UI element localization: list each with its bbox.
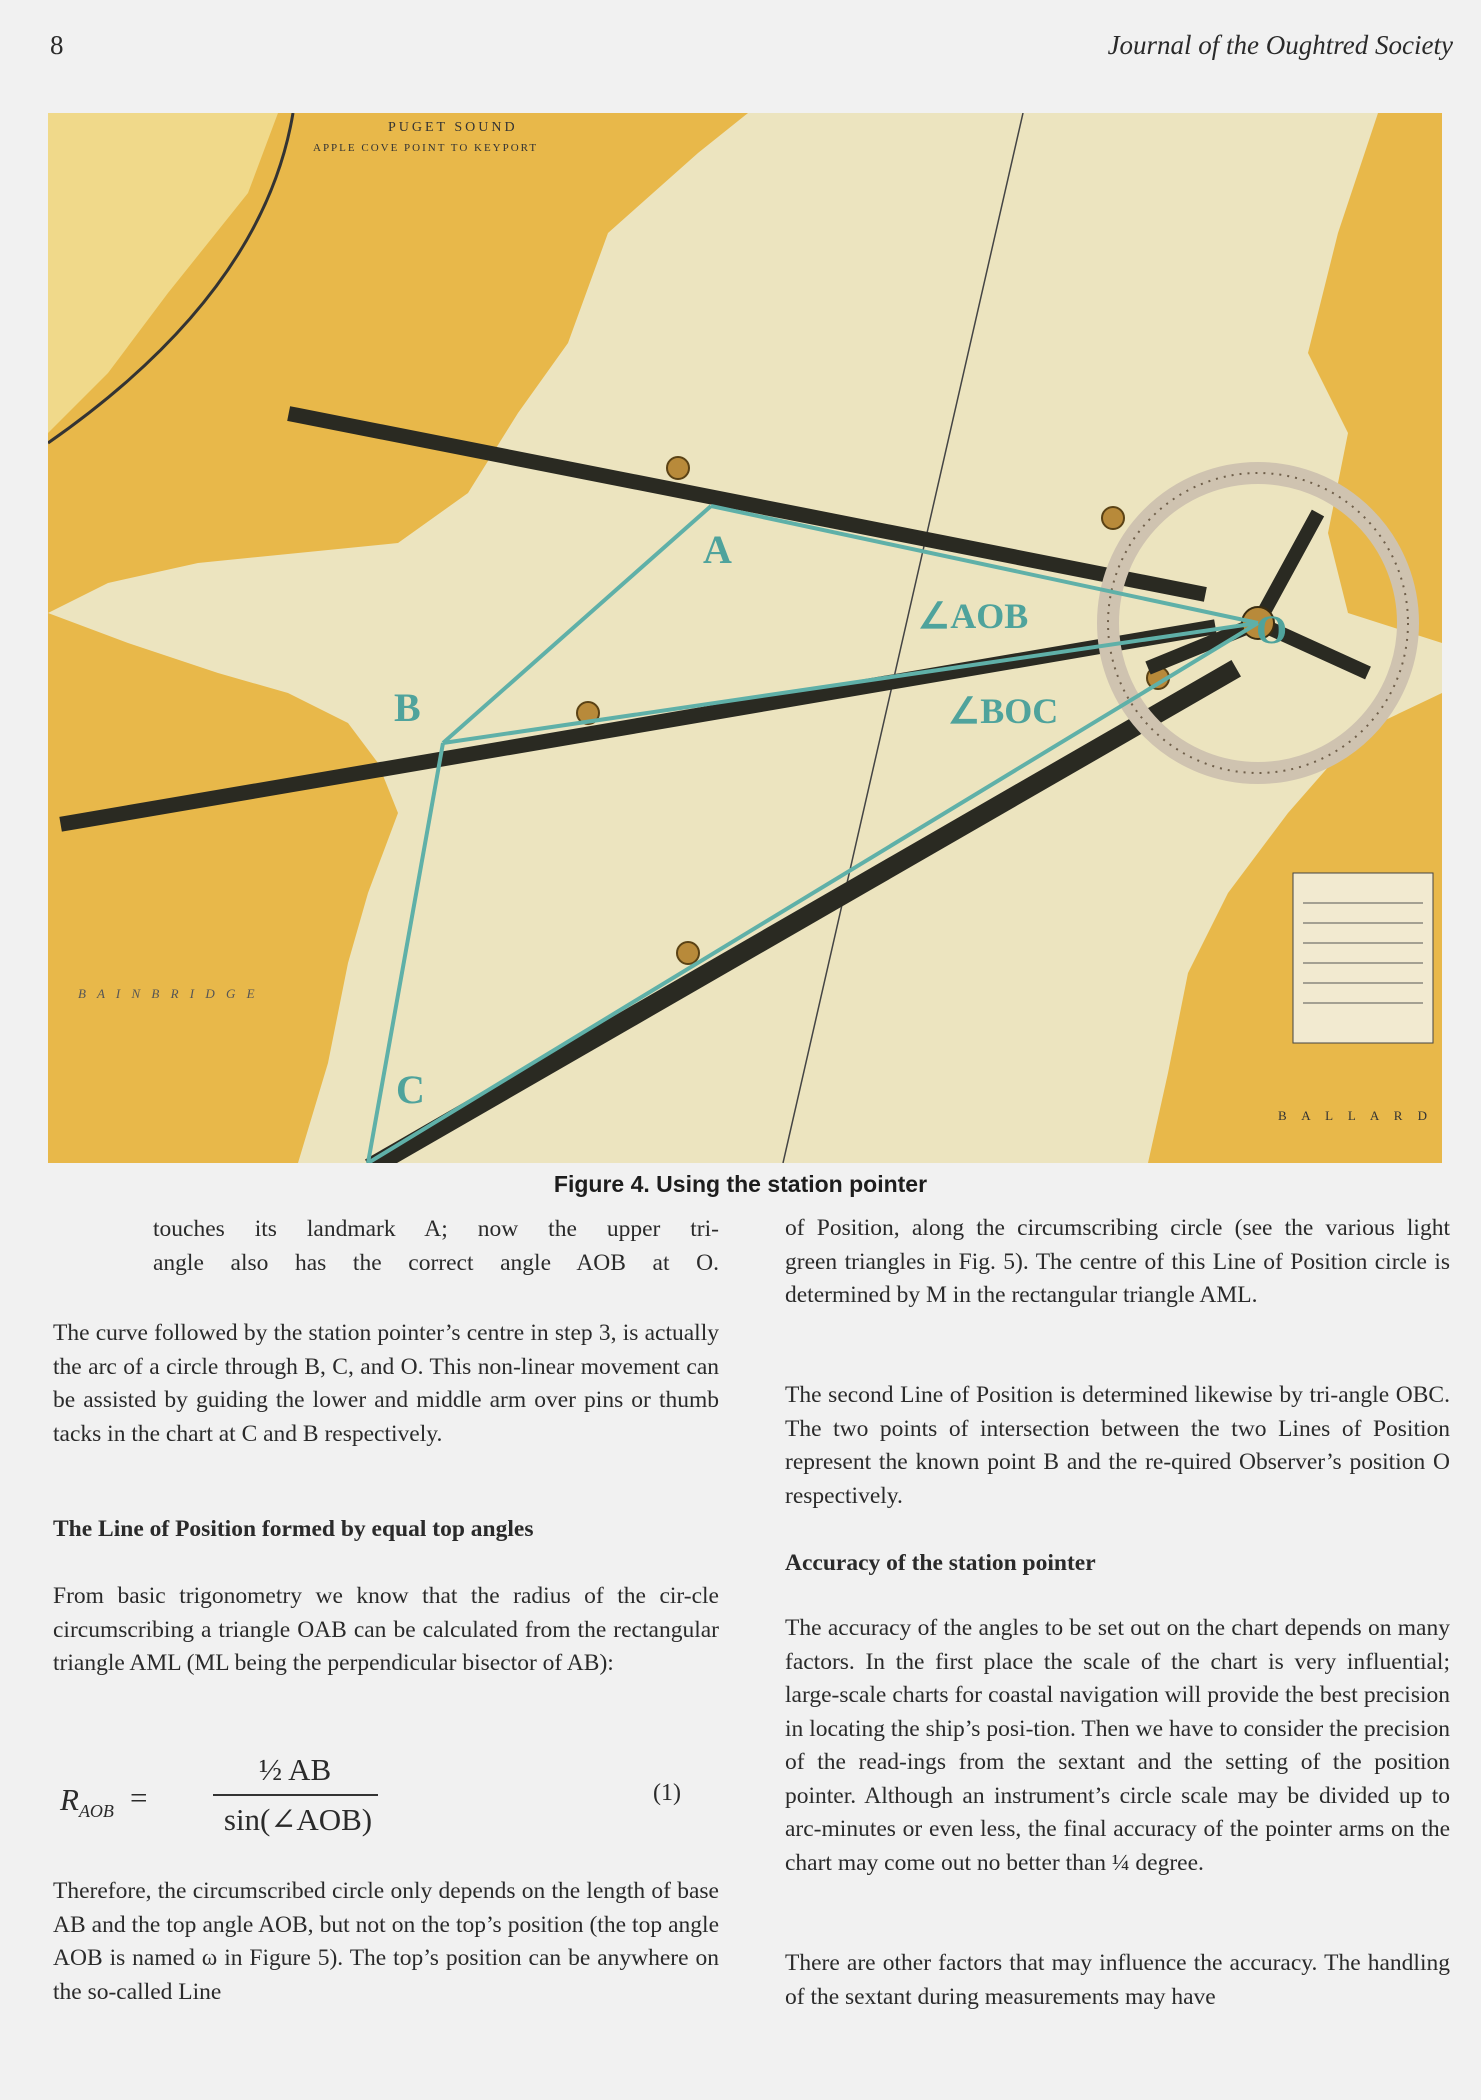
figure-caption: Figure 4. Using the station pointer [553,1171,928,1197]
equation-denominator: sin(∠AOB) [223,1802,373,1837]
left-p1-line1: touches its landmark A; now the upper tri- [153,1216,719,1242]
page-number: 8 [50,30,64,60]
chart-title-text: PUGET SOUND [388,120,518,135]
chart-subtitle-text: APPLE COVE POINT TO KEYPORT [313,142,539,154]
point-label-o: O [1256,607,1288,652]
point-label-b: B [394,685,421,730]
equation-1 [60,1752,700,1852]
angle-label-aob: ∠AOB [918,596,1029,636]
point-label-a: A [703,527,732,572]
place-ballard: B A L L A R D [1278,1108,1434,1123]
right-paragraph-1: of Position, along the circumscribing circle (see the various light green triangles in Fig. 5). The centre of this Line of Position circle is determined by M in the rectangular triangle AML. [785,1215,1450,1308]
place-bainbridge: B A I N B R I D G E [78,986,259,1001]
left-paragraph-3: From basic trigonometry we know that the radius of the cir-cle circumscribing a triangle OAB can be calculated from the rectangular triangle AML (ML being the perpendicular bisector of AB): [53,1583,719,1676]
equation-equals: = [130,1780,148,1815]
journal-title: Journal of the Oughtred Society [1107,30,1453,60]
angle-label-boc: ∠BOC [948,691,1059,731]
equation-number: (1) [653,1780,681,1806]
section-heading-accuracy: Accuracy of the station pointer [785,1550,1096,1576]
section-heading-line-of-position: The Line of Position formed by equal top angles [53,1516,534,1542]
equation-lhs: $R_{AOB}$ [60,1782,114,1822]
left-paragraph-4: Therefore, the circumscribed circle only depends on the length of base AB and the top angle AOB, but not on the top’s position (the top angle AOB is named ω in Figure 5). The top’s position can be anywhere on the so-called Line [53,1878,719,2005]
fraction-bar [213,1794,378,1796]
right-paragraph-4: There are other factors that may influence the accuracy. The handling of the sextant during measurements may have [785,1950,1450,2010]
chart-photo [48,113,1442,1163]
left-column-continued-paragraph [53,1213,719,1280]
right-paragraph-2: The second Line of Position is determined likewise by tri-angle OBC. The two points of intersection between the two Lines of Position represent the known point B and the re-quired Observer’s position O respectively. [785,1382,1450,1509]
equation-numerator: ½ AB [258,1752,332,1787]
point-label-c: C [396,1067,425,1112]
left-p1-line2: angle also has the correct angle AOB at O. [153,1249,719,1276]
station-pointer-figure [48,113,1442,1163]
left-paragraph-2: The curve followed by the station pointer’s centre in step 3, is actually the arc of a circle through B, C, and O. This non-linear movement can be assisted by guiding the lower and middle arm over pins or thumb tacks in the chart at C and B respectively. [53,1320,719,1447]
right-paragraph-3: The accuracy of the angles to be set out on the chart depends on many factors. In the first place the scale of the chart is very influential; large-scale charts for coastal navigation will provide the best precision in locating the ship’s posi-tion. Then we have to consider the precision of the read-ings from the sextant and the setting of the position pointer. Although an instrument’s circle scale may be divided up to arc-minutes or even less, the final accuracy of the pointer arms on the chart may come out no better than ¼ degree. [785,1615,1450,1876]
chart-legend-box [1293,873,1433,1043]
